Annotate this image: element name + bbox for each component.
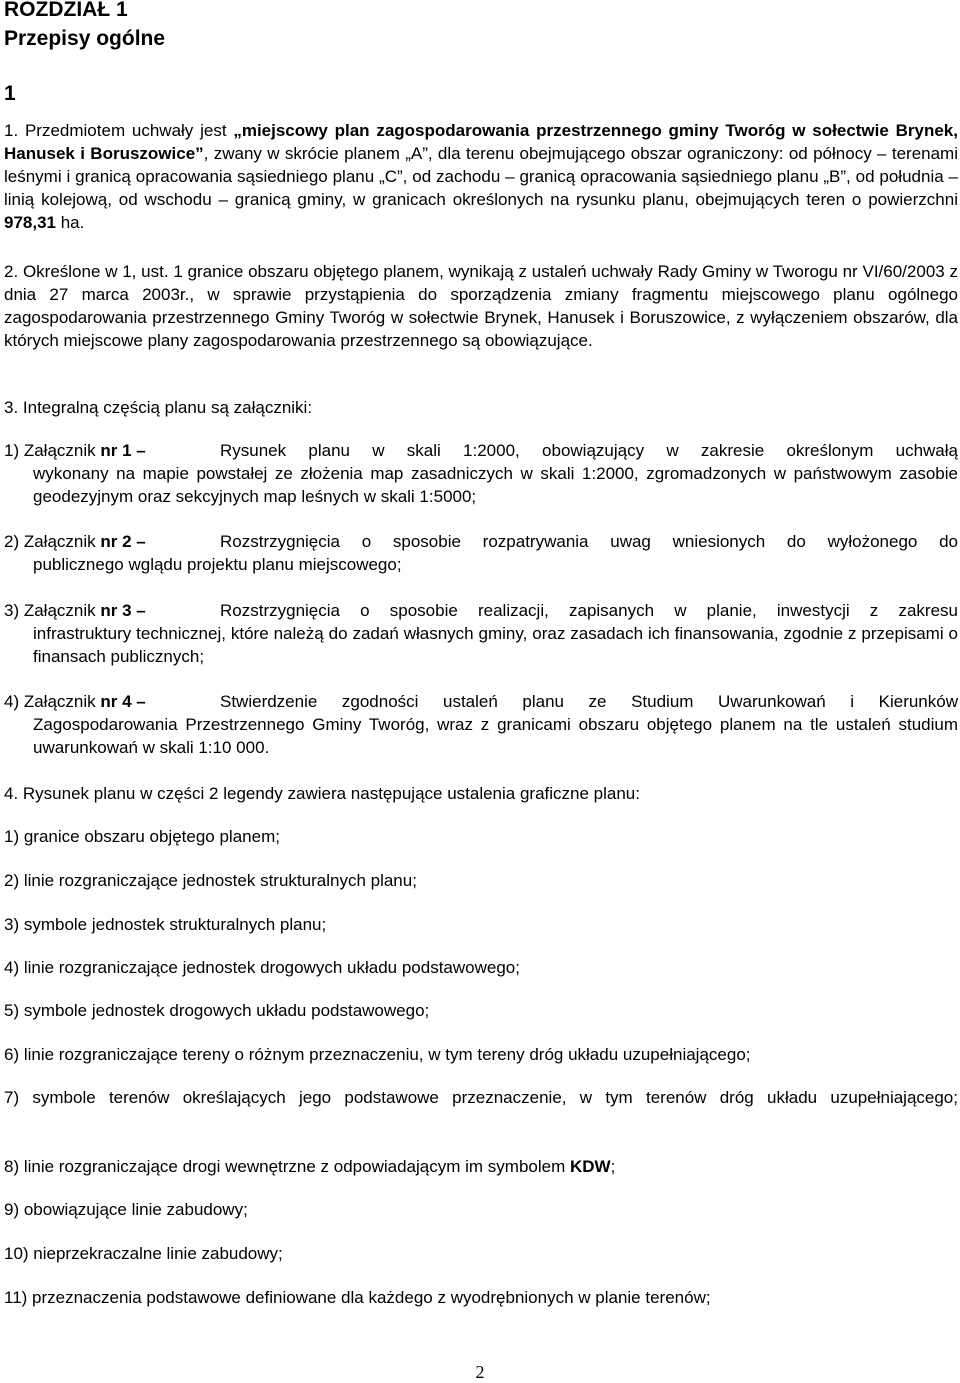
legend-item: 3) symbole jednostek strukturalnych planu; xyxy=(4,915,327,934)
legend-item: 7) symbole terenów określających jego podstawowe przeznaczenie, w tym terenów dróg układu uzupełniającego; xyxy=(4,1088,958,1107)
legend-item: 2) linie rozgraniczające jednostek strukturalnych planu; xyxy=(4,871,417,890)
chapter-title: Przepisy ogólne xyxy=(4,27,166,50)
attachment-first-line: Stwierdzenie zgodności ustaleń planu ze Studium Uwarunkowań i Kierunków xyxy=(220,692,958,711)
attachment-label: 4) Załącznik nr 4 – xyxy=(4,692,146,711)
legend-item: 4) linie rozgraniczające jednostek drogowych układu podstawowego; xyxy=(4,958,520,977)
attachment-description: wykonany na mapie powstałej ze złożenia map zasadniczych w skali 1:2000, zgromadzonych w państwowym zasobie geodezyjnym oraz sekcyjnych map leśnych w skali 1:5000; xyxy=(33,464,958,506)
paragraph-2: 2. Określone w 1, ust. 1 granice obszaru objętego planem, wynikają z ustaleń uchwały Rady Gminy w Tworogu nr VI/60/2003 z dnia 27 marca 2003r., w sprawie przystąpienia do sporządzenia zmiany fragmentu miejscowego planu ogólnego zagospodarowania przestrzennego Gminy Tworóg w sołectwie Brynek, Hanusek i Boruszowice, z wyłączeniem obszarów, dla których miejscowe plany zagospodarowania przestrzennego są obowiązujące. xyxy=(4,262,958,350)
attachment-first-line: Rozstrzygnięcia o sposobie rozpatrywania uwag wniesionych do wyłożonego do xyxy=(220,532,958,551)
attachment-description: Zagospodarowania Przestrzennego Gminy Tworóg, wraz z granicami obszaru objętego planem na tle ustaleń studium uwarunkowań w skali 1:10 000. xyxy=(33,715,958,757)
legend-item: 1) granice obszaru objętego planem; xyxy=(4,827,280,846)
attachment-item-1 xyxy=(4,439,958,508)
legend-item: 6) linie rozgraniczające tereny o różnym przeznaczeniu, w tym tereny dróg układu uzupełniającego; xyxy=(4,1045,751,1064)
paragraph-3: 3. Integralną częścią planu są załączniki: xyxy=(4,398,313,417)
legend-item: 10) nieprzekraczalne linie zabudowy; xyxy=(4,1244,283,1263)
attachment-description: infrastruktury technicznej, które należą do zadań własnych gminy, oraz zasadach ich finansowania, zgodnie z przepisami o finansach publicznych; xyxy=(33,624,958,666)
legend-item: 8) linie rozgraniczające drogi wewnętrzne z odpowiadającym im symbolem KDW; xyxy=(4,1157,616,1176)
attachment-label: 3) Załącznik nr 3 – xyxy=(4,601,146,620)
attachment-first-line: Rysunek planu w skali 1:2000, obowiązujący w zakresie określonym uchwałą xyxy=(220,441,958,460)
chapter-heading: ROZDZIAŁ 1 xyxy=(4,0,128,21)
attachment-item-3 xyxy=(4,599,958,668)
attachment-item-4 xyxy=(4,690,958,759)
attachment-label: 1) Załącznik nr 1 – xyxy=(4,441,146,460)
page-number: 2 xyxy=(475,1362,485,1382)
section-mark: 1 xyxy=(4,82,16,105)
attachment-first-line: Rozstrzygnięcia o sposobie realizacji, zapisanych w planie, inwestycji z zakresu xyxy=(220,601,958,620)
paragraph-4: 4. Rysunek planu w części 2 legendy zawiera następujące ustalenia graficzne planu: xyxy=(4,784,640,803)
paragraph-1: 1. Przedmiotem uchwały jest „miejscowy plan zagospodarowania przestrzennego gminy Tworóg w sołectwie Brynek, Hanusek i Boruszowice”, zwany w skrócie planem „A”, dla terenu obejmującego obszar ograniczony: od północy – terenami leśnymi i granicą opracowania sąsiedniego planu „C”, od zachodu – granicą opracowania sąsiedniego planu „B”, od południa – linią kolejową, od wschodu – granicą gminy, w granicach określonych na rysunku planu, obejmujących teren o powierzchni 978,31 ha. xyxy=(4,121,958,232)
attachment-description: publicznego wglądu projektu planu miejscowego; xyxy=(33,555,402,574)
attachment-label: 2) Załącznik nr 2 – xyxy=(4,532,146,551)
legend-item: 5) symbole jednostek drogowych układu podstawowego; xyxy=(4,1001,430,1020)
attachment-item-2 xyxy=(4,530,958,576)
legend-item: 9) obowiązujące linie zabudowy; xyxy=(4,1200,248,1219)
legend-item: 11) przeznaczenia podstawowe definiowane dla każdego z wyodrębnionych w planie terenów; xyxy=(4,1288,711,1307)
